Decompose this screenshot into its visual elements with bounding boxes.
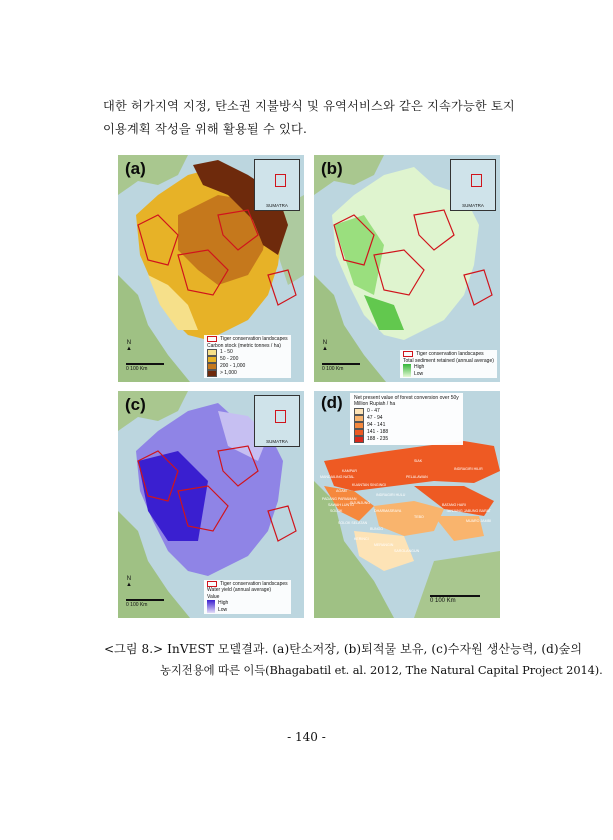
place-label: MUARO JAMBI	[466, 519, 491, 523]
landscape-swatch	[403, 351, 413, 357]
sumatra-inset-map	[254, 159, 300, 211]
scale-text: 0 100 Km	[126, 602, 148, 608]
scale-bar	[126, 599, 164, 608]
scale-text: 0 100 Km	[430, 598, 456, 604]
panel-d-label: (d)	[321, 393, 343, 412]
legend-class-row	[354, 408, 459, 415]
place-label: SIJUNJUNG	[350, 501, 371, 505]
panel-b-label: (b)	[321, 159, 343, 178]
sumatra-inset-map	[450, 159, 496, 211]
place-label: KUANTAN SINGINGI	[352, 483, 387, 487]
body-text-line-1: 대한 허가지역 지정, 탄소권 지불방식 및 유역서비스와 같은 지속가능한 토지	[103, 99, 515, 113]
place-label: SAWAH LUNTO	[328, 503, 355, 507]
place-label: PADANG PARIAMAN	[322, 497, 357, 501]
landscape-swatch	[207, 581, 217, 587]
scale-bar	[430, 595, 480, 604]
legend-swatch	[354, 429, 364, 436]
place-label: BUNGO	[370, 527, 384, 531]
legend-ramp	[403, 364, 411, 377]
place-label: INDRAGIRI HILIR	[454, 467, 483, 471]
legend-swatch	[354, 408, 364, 415]
legend-swatch	[354, 436, 364, 443]
north-label: N	[126, 340, 132, 346]
place-label: DHARMASRAYA	[374, 509, 402, 513]
place-label: MERANGIN	[374, 543, 394, 547]
place-label: KAMPAR	[342, 469, 357, 473]
inset-study-area-box	[275, 410, 286, 423]
panel-c-water-yield-map	[118, 391, 304, 618]
legend-title: Water yield (annual average)	[207, 587, 272, 594]
north-arrow-icon: ▲	[126, 346, 132, 352]
scale-bar	[322, 363, 360, 372]
north-arrow	[322, 340, 328, 352]
npv-legend	[350, 393, 463, 445]
legend-class-label: 141 - 188	[367, 429, 389, 436]
landscape-swatch	[207, 336, 217, 342]
legend-landscape-row	[207, 336, 288, 342]
legend-class-label: 200 - 1,000	[220, 363, 246, 370]
legend-landscape-label: Tiger conservation landscapes	[220, 580, 288, 587]
inset-label: SUMATRA	[266, 203, 288, 208]
place-label: BATANG HARI	[442, 503, 466, 507]
ramp-high-label: High	[218, 600, 229, 607]
panel-a-carbon-map	[118, 155, 304, 382]
place-label: AGAM	[336, 489, 347, 493]
legend-class-row	[207, 349, 288, 356]
panel-b-sediment-map	[314, 155, 500, 382]
legend-title: Net present value of forest conversion over 50y	[354, 395, 459, 401]
sumatra-inset-map	[254, 395, 300, 447]
inset-study-area-box	[471, 174, 482, 187]
place-label: INDRAGIRI HULU	[376, 493, 406, 497]
north-arrow	[126, 340, 132, 352]
legend-class-row	[354, 436, 459, 443]
legend-landscape-row	[403, 351, 494, 357]
legend-class-row	[207, 363, 288, 370]
legend-ramp-row	[207, 600, 288, 613]
legend-swatch	[207, 349, 217, 356]
scale-text: 0 100 Km	[322, 366, 344, 372]
body-text-line-2: 이용계획 작성을 위해 활용될 수 있다.	[103, 122, 308, 136]
inset-label: SUMATRA	[266, 439, 288, 444]
scale-bar-line	[322, 363, 360, 365]
legend-class-label: 1 - 50	[220, 349, 233, 356]
figure-caption-line-2: 농지전용에 따른 이득(Bhagabatil et. al. 2012, The Natural Capital Project 2014).	[160, 663, 603, 677]
figure-invest-maps	[118, 155, 504, 615]
legend-class-label: 50 - 200	[220, 356, 239, 363]
north-arrow-icon: ▲	[322, 346, 328, 352]
legend-class-row	[354, 415, 459, 422]
scale-bar	[126, 363, 164, 372]
place-label: KERINCI	[354, 537, 369, 541]
inset-label: SUMATRA	[462, 203, 484, 208]
panel-d-npv-map	[314, 391, 500, 618]
place-label: TANJUNG JABUNG BARAT	[446, 509, 491, 513]
legend-class-label: 188 - 235	[367, 436, 389, 443]
place-label: MANDAILING NATAL	[320, 475, 355, 479]
scale-text: 0 100 Km	[126, 366, 148, 372]
carbon-legend	[204, 335, 291, 378]
legend-swatch	[207, 370, 217, 377]
page-number: - 140 -	[287, 730, 326, 744]
legend-landscape-label: Tiger conservation landscapes	[220, 336, 288, 343]
legend-class-label: > 1,000	[220, 370, 237, 377]
legend-unit: Million Rupiah / ha	[354, 401, 396, 408]
place-label: SOLOK	[330, 509, 343, 513]
water-yield-legend	[204, 580, 291, 614]
legend-ramp-labels	[414, 364, 424, 377]
legend-class-label: 94 - 141	[367, 422, 386, 429]
panel-a-label: (a)	[125, 159, 146, 178]
legend-swatch	[207, 356, 217, 363]
ramp-low-label: Low	[414, 370, 424, 377]
legend-class-row	[354, 429, 459, 436]
ramp-low-label: Low	[218, 606, 228, 613]
legend-class-row	[207, 370, 288, 377]
scale-bar-line	[430, 595, 480, 597]
legend-landscape-label: Tiger conservation landscapes	[416, 351, 484, 358]
legend-class-label: 47 - 94	[367, 415, 383, 422]
place-label: SIAK	[414, 459, 423, 463]
north-arrow-icon: ▲	[126, 582, 132, 588]
body-text	[103, 95, 523, 141]
legend-value-label: Value	[207, 593, 220, 600]
north-arrow	[126, 576, 132, 588]
ramp-high-label: High	[414, 364, 425, 371]
legend-class-label: 0 - 47	[367, 408, 380, 415]
legend-title: Carbon stock (metric tonnes / ha)	[207, 342, 281, 349]
legend-class-row	[207, 356, 288, 363]
legend-ramp-labels	[218, 600, 228, 613]
legend-ramp	[207, 600, 215, 613]
place-label: SAROLANGUN	[394, 549, 420, 553]
legend-swatch	[354, 422, 364, 429]
legend-class-row	[354, 422, 459, 429]
scale-bar-line	[126, 599, 164, 601]
north-label: N	[322, 340, 328, 346]
place-label: TEBO	[414, 515, 424, 519]
sediment-legend	[400, 350, 497, 378]
place-label: PELALAWAN	[406, 475, 428, 479]
legend-swatch	[207, 363, 217, 370]
panel-c-label: (c)	[125, 395, 146, 414]
inset-study-area-box	[275, 174, 286, 187]
legend-ramp-row	[403, 364, 494, 377]
north-label: N	[126, 576, 132, 582]
legend-title: Total sediment retained (annual average)	[403, 357, 494, 364]
place-label: SOLOK SELATAN	[338, 521, 368, 525]
figure-caption-line-1: <그림 8.> InVEST 모델결과. (a)탄소저장, (b)퇴적물 보유, (c)수자원 생산능력, (d)숲의	[104, 642, 583, 656]
legend-swatch	[354, 415, 364, 422]
scale-bar-line	[126, 363, 164, 365]
